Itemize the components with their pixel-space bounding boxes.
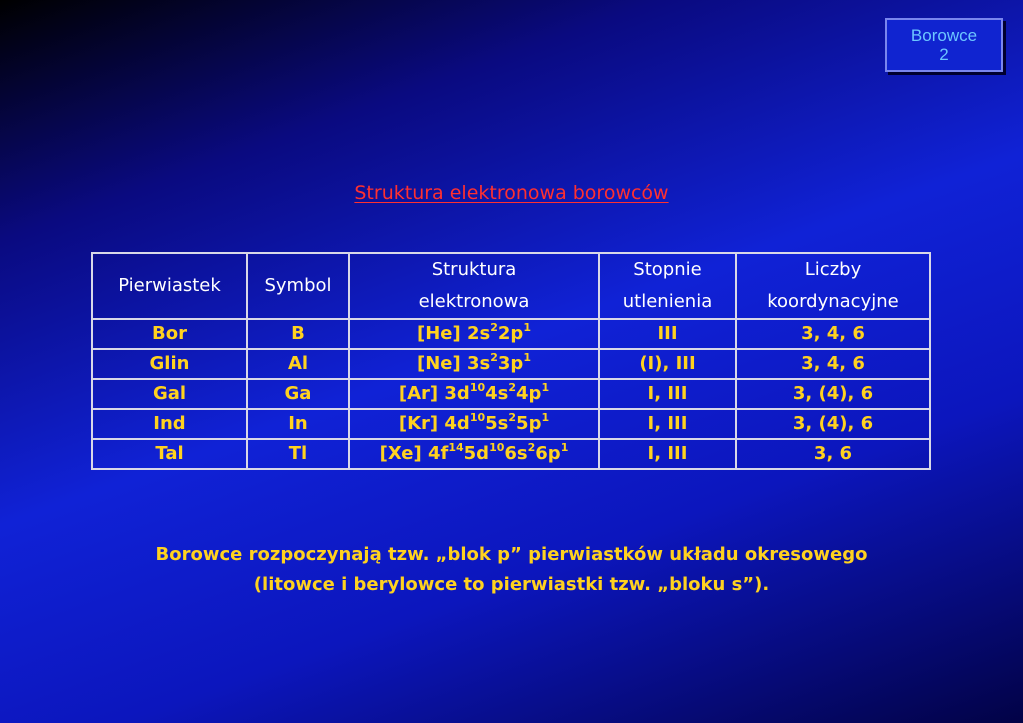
superscript: 1: [560, 441, 569, 454]
header-structure: [349, 253, 599, 319]
header-element: [92, 253, 247, 319]
cell-symbol: B: [247, 319, 349, 349]
cell-element: Gal: [92, 379, 247, 409]
cell-symbol: Ga: [247, 379, 349, 409]
cell-coordination: 3, 6: [736, 439, 930, 469]
cell-coordination: 3, (4), 6: [736, 379, 930, 409]
header-oxidation-line2: utlenienia: [622, 291, 713, 312]
cell-oxidation: III: [599, 319, 736, 349]
cell-symbol: Tl: [247, 439, 349, 469]
superscript: 1: [541, 381, 550, 394]
table-row: [92, 409, 930, 439]
structure-text: [Xe] 4f: [379, 443, 449, 464]
structure-text: 4p: [516, 383, 542, 404]
table-row: [92, 439, 930, 469]
header-element-label: Pierwiastek: [118, 275, 221, 296]
structure-text: [Ne] 3s: [417, 353, 491, 374]
structure-text: 5s: [485, 413, 509, 434]
superscript: 2: [490, 321, 498, 334]
header-structure-line2: elektronowa: [418, 291, 530, 312]
superscript: 1: [541, 411, 550, 424]
cell-coordination: 3, 4, 6: [736, 349, 930, 379]
header-symbol: [247, 253, 349, 319]
cell-symbol: In: [247, 409, 349, 439]
cell-structure: [349, 349, 599, 379]
cell-structure: [349, 409, 599, 439]
header-coordination-line1: Liczby: [804, 259, 862, 280]
superscript: 10: [469, 381, 486, 394]
table-row: [92, 319, 930, 349]
badge-line-1: Borowce: [910, 26, 978, 45]
cell-element: Ind: [92, 409, 247, 439]
structure-text: 3p: [497, 353, 524, 374]
cell-structure: [349, 439, 599, 469]
structure-text: 6p: [535, 443, 561, 464]
structure-text: 6s: [504, 443, 528, 464]
cell-oxidation: (I), III: [599, 349, 736, 379]
superscript: 10: [469, 411, 486, 424]
cell-oxidation: I, III: [599, 409, 736, 439]
elements-table: [91, 252, 931, 470]
header-oxidation: [599, 253, 736, 319]
superscript: 2: [508, 411, 517, 424]
table-row: [92, 349, 930, 379]
header-oxidation-line1: Stopnie: [633, 259, 702, 280]
structure-text: 5d: [463, 443, 490, 464]
slide-badge: [885, 18, 1003, 72]
footnote-line-2: (litowce i berylowce to pierwiastki tzw. „bloku s”).: [253, 574, 770, 595]
superscript: 2: [508, 381, 517, 394]
header-coordination-line2: koordynacyjne: [767, 291, 899, 312]
slide-title: Struktura elektronowa borowców: [354, 182, 669, 204]
superscript: 2: [490, 351, 498, 364]
superscript: 14: [448, 441, 464, 454]
cell-coordination: 3, 4, 6: [736, 319, 930, 349]
header-structure-line1: Struktura: [431, 259, 517, 280]
cell-oxidation: I, III: [599, 439, 736, 469]
cell-oxidation: I, III: [599, 379, 736, 409]
structure-text: [Kr] 4d: [398, 413, 470, 434]
structure-text: 5p: [516, 413, 542, 434]
structure-text: 4s: [485, 383, 509, 404]
superscript: 1: [523, 321, 531, 334]
cell-element: Tal: [92, 439, 247, 469]
footnote-line-1: Borowce rozpoczynają tzw. „blok p” pierwiastków układu okresowego: [155, 544, 868, 565]
cell-coordination: 3, (4), 6: [736, 409, 930, 439]
cell-structure: [349, 379, 599, 409]
superscript: 10: [489, 441, 505, 454]
structure-text: [He] 2s: [417, 323, 491, 344]
cell-element: Bor: [92, 319, 247, 349]
cell-symbol: Al: [247, 349, 349, 379]
header-coordination: [736, 253, 930, 319]
table-row: [92, 379, 930, 409]
superscript: 1: [523, 351, 531, 364]
footnote: [0, 540, 1023, 600]
header-row: [92, 253, 930, 319]
cell-element: Glin: [92, 349, 247, 379]
structure-text: 2p: [497, 323, 524, 344]
superscript: 2: [527, 441, 536, 454]
header-symbol-label: Symbol: [264, 275, 332, 296]
badge-line-2: 2: [939, 45, 949, 64]
cell-structure: [349, 319, 599, 349]
structure-text: [Ar] 3d: [398, 383, 470, 404]
